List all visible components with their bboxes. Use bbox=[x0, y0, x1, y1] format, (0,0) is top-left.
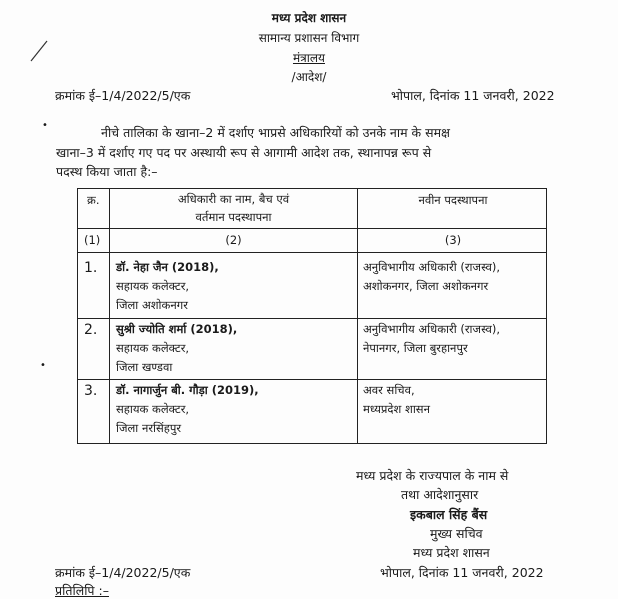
new-posting-line: अशोकनगर, जिला अशोकनगर bbox=[363, 279, 489, 293]
intro-line-3: पदस्थ किया जाता है:– bbox=[56, 164, 158, 179]
table-row-sno: 3. bbox=[84, 383, 98, 399]
header-officer-line1: अधिकारी का नाम, बैच एवं bbox=[177, 192, 290, 206]
col-number-3: (3) bbox=[444, 233, 462, 247]
officer-post: सहायक कलेक्टर, bbox=[116, 279, 190, 293]
table-row-divider bbox=[78, 252, 546, 253]
officer-district: जिला नरसिंहपुर bbox=[116, 421, 182, 435]
signatory-office: मध्य प्रदेश शासन bbox=[413, 545, 490, 560]
header-officer-line2: वर्तमान पदस्थापना bbox=[195, 210, 272, 224]
intro-line-2: खाना–3 में दर्शाए गए पद पर अस्थायी रूप से आगामी आदेश तक, स्थानापन्न रूप से bbox=[56, 145, 432, 160]
new-posting-line: अनुविभागीय अधिकारी (राजस्व), bbox=[363, 260, 501, 274]
table-row-divider bbox=[78, 228, 546, 229]
ministry-title: मंत्रालय bbox=[292, 51, 325, 65]
header-sno: क्र. bbox=[87, 193, 100, 207]
order-place-date: भोपाल, दिनांक 11 जनवरी, 2022 bbox=[391, 88, 555, 103]
margin-dot: • bbox=[42, 120, 48, 131]
officer-district: जिला अशोकनगर bbox=[116, 298, 188, 312]
officer-name: डॉ. नागार्जुन बी. गौड़ा (2019), bbox=[116, 383, 259, 397]
posting-table bbox=[77, 188, 547, 444]
table-row-divider bbox=[78, 318, 546, 319]
new-posting-line: नेपानगर, जिला बुरहानपुर bbox=[363, 341, 468, 355]
signatory-designation: मुख्य सचिव bbox=[430, 526, 483, 541]
table-row-divider bbox=[78, 379, 546, 380]
signatory-name: इकबाल सिंह बैंस bbox=[410, 507, 488, 522]
order-number: क्रमांक ई–1/4/2022/5/एक bbox=[55, 88, 191, 103]
table-row-sno: 2. bbox=[84, 322, 98, 338]
officer-post: सहायक कलेक्टर, bbox=[116, 341, 190, 355]
copy-to-label: प्रतिलिपि :– bbox=[55, 583, 109, 598]
govt-title: मध्य प्रदेश शासन bbox=[271, 11, 347, 25]
col-number-2: (2) bbox=[225, 233, 242, 247]
officer-post: सहायक कलेक्टर, bbox=[116, 402, 190, 416]
table-row-sno: 1. bbox=[84, 260, 98, 276]
margin-dot: • bbox=[40, 360, 46, 371]
signature-line-2: तथा आदेशानुसार bbox=[401, 487, 479, 502]
signature-line-1: मध्य प्रदेश के राज्यपाल के नाम से bbox=[356, 468, 509, 483]
officer-name: डॉ. नेहा जैन (2018), bbox=[116, 260, 219, 274]
footer-order-number: क्रमांक ई–1/4/2022/5/एक bbox=[55, 565, 191, 580]
new-posting-line: अवर सचिव, bbox=[363, 383, 415, 397]
officer-district: जिला खण्डवा bbox=[116, 360, 173, 374]
new-posting-line: अनुविभागीय अधिकारी (राजस्व), bbox=[363, 322, 501, 336]
intro-line-1: नीचे तालिका के खाना–2 में दर्शाए भाप्रसे अधिकारियों को उनके नाम के समक्ष bbox=[101, 125, 451, 140]
new-posting-line: मध्यप्रदेश शासन bbox=[363, 402, 430, 416]
order-title: /आदेश/ bbox=[291, 70, 327, 84]
footer-place-date: भोपाल, दिनांक 11 जनवरी, 2022 bbox=[380, 565, 544, 580]
department-title: सामान्य प्रशासन विभाग bbox=[258, 31, 360, 45]
officer-name: सुश्री ज्योति शर्मा (2018), bbox=[116, 322, 238, 336]
header-new-posting: नवीन पदस्थापना bbox=[418, 193, 488, 207]
col-number-1: (1) bbox=[84, 233, 101, 247]
